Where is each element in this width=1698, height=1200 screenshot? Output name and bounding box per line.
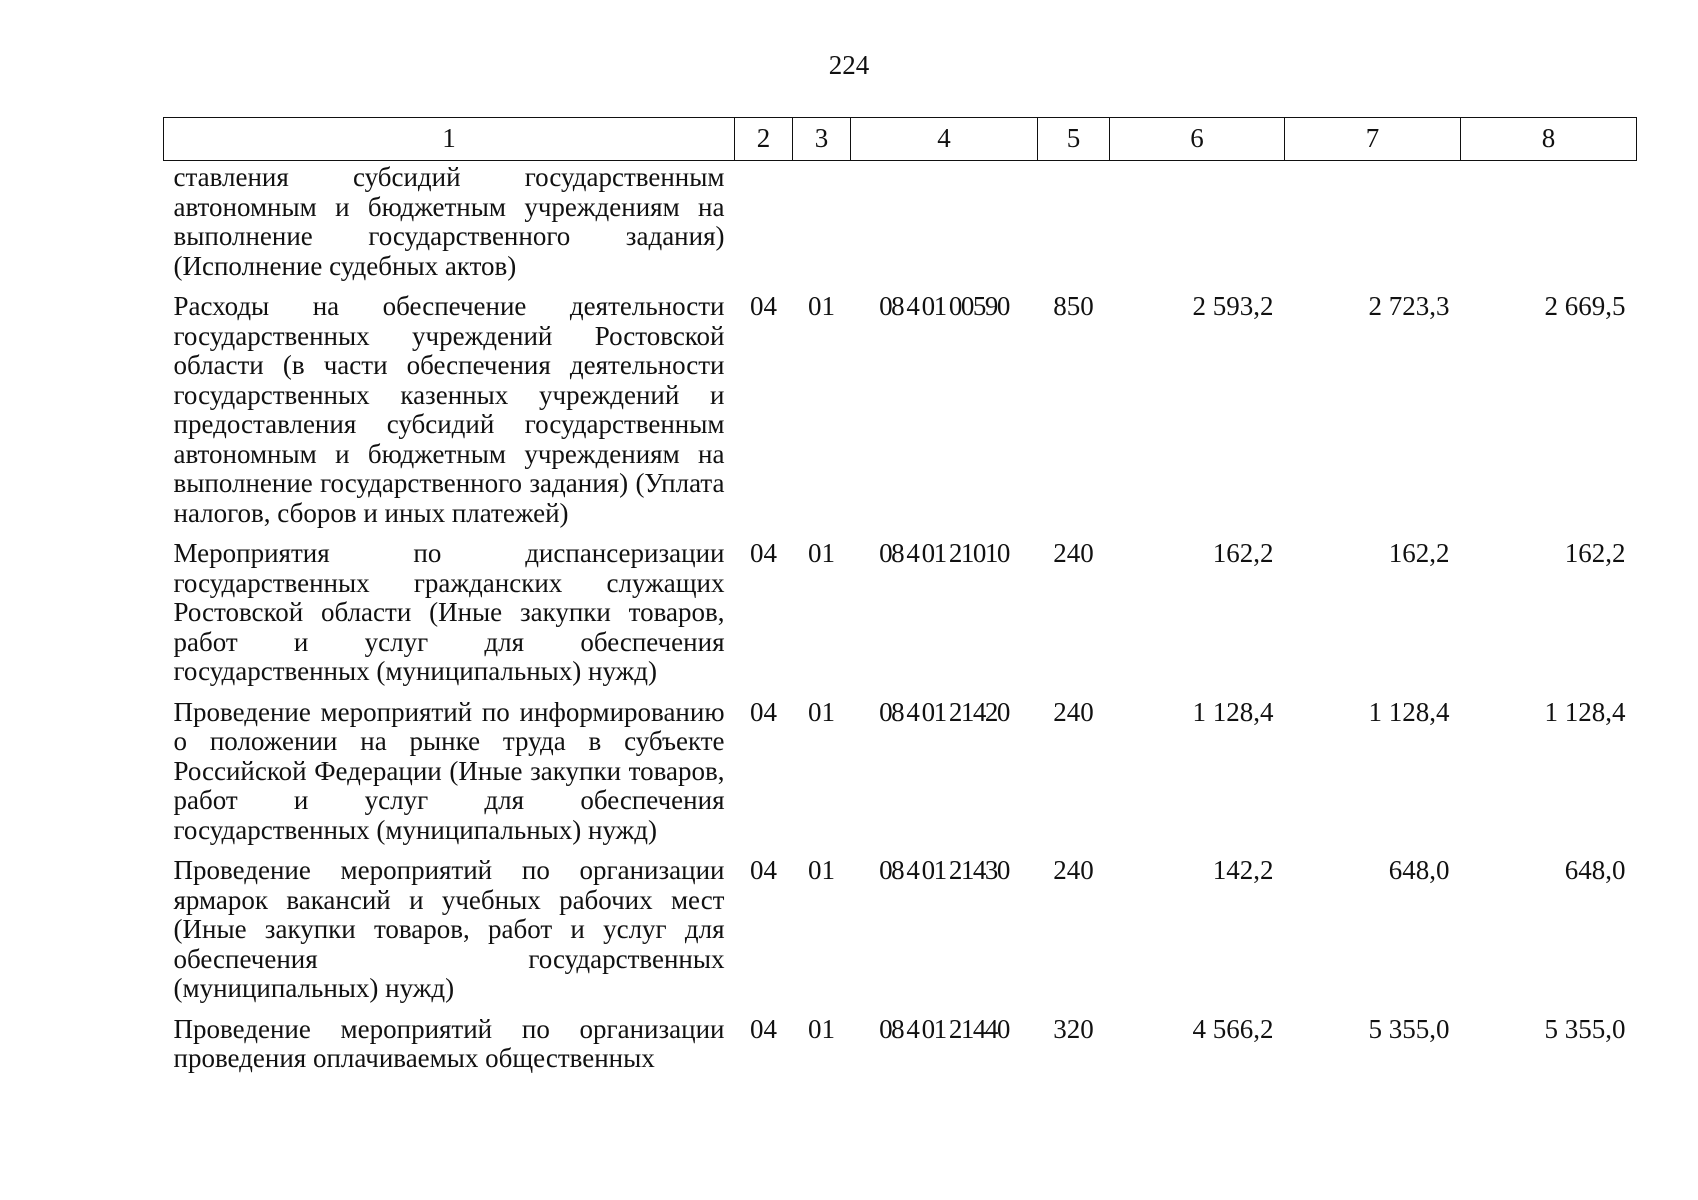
row-amount-6: 4 566,2 [1192, 1013, 1274, 1044]
column-header: 6 [1110, 118, 1285, 161]
row-amount-6: 1 128,4 [1192, 696, 1274, 727]
row-amount-7: 648,0 [1388, 855, 1450, 885]
row-amount-8: 5 355,0 [1544, 1013, 1626, 1044]
table-header [164, 118, 1637, 161]
row-amount-8: 648,0 [1564, 855, 1626, 885]
row-description: ставления субсидий государственным автономным и бюджетным учреждениям на выполнение государственного задания) (Исполнение судебных актов) [173, 162, 725, 281]
row-description: Проведение мероприятий по информированию о положении на рынке труда в субъекте Российской Федерации (Иные закупки товаров, работ и услуг для обеспечения государственных (муниципальных) нужд) [173, 696, 725, 845]
row-amount-7 [1285, 161, 1461, 293]
row-expense-type: 850 [1053, 291, 1094, 321]
row-amount-7: 2 723,3 [1368, 291, 1450, 321]
row-target-article: 08 4 01 21440 [879, 1013, 1009, 1044]
table-row [164, 856, 1637, 1015]
row-expense-type: 240 [1053, 855, 1094, 885]
row-description: Мероприятия по диспансеризации государственных гражданских служащих Ростовской области (Иные закупки товаров, работ и услуг для обеспечения государственных (муниципальных) нужд) [173, 538, 725, 686]
row-subsection: 01 [808, 1013, 835, 1044]
row-target-article [851, 161, 1038, 293]
table-row [164, 1015, 1637, 1074]
table-body [164, 161, 1637, 1074]
row-expense-type: 240 [1053, 538, 1094, 568]
row-target-article: 08 4 01 21430 [879, 855, 1009, 885]
header-row [164, 118, 1637, 161]
row-amount-7: 1 128,4 [1368, 696, 1450, 727]
row-amount-8: 2 669,5 [1544, 291, 1626, 321]
row-target-article: 08 4 01 00590 [879, 291, 1009, 321]
row-amount-6: 142,2 [1212, 855, 1274, 885]
column-header: 3 [793, 118, 851, 161]
row-section: 04 [750, 1013, 777, 1044]
row-description: Проведение мероприятий по организации проведения оплачиваемых общественных [173, 1014, 725, 1073]
column-header: 8 [1461, 118, 1637, 161]
row-subsection: 01 [808, 291, 835, 321]
row-target-article: 08 4 01 21420 [879, 696, 1009, 727]
row-subsection: 01 [808, 855, 835, 885]
row-section: 04 [750, 538, 777, 568]
table-row [164, 698, 1637, 857]
row-subsection [793, 161, 851, 293]
row-amount-6 [1110, 161, 1285, 293]
row-amount-8: 1 128,4 [1544, 696, 1626, 727]
column-header: 1 [164, 118, 735, 161]
row-subsection: 01 [808, 538, 835, 568]
row-amount-8 [1461, 161, 1637, 293]
table-row [164, 161, 1637, 293]
row-amount-6: 2 593,2 [1192, 291, 1274, 321]
row-amount-6: 162,2 [1212, 538, 1274, 568]
column-header: 5 [1038, 118, 1110, 161]
column-header: 7 [1285, 118, 1461, 161]
table-row [164, 539, 1637, 698]
row-section: 04 [750, 855, 777, 885]
column-header: 2 [735, 118, 793, 161]
budget-table [163, 117, 1637, 1074]
row-amount-7: 162,2 [1388, 538, 1450, 568]
row-description: Проведение мероприятий по организации ярмарок вакансий и учебных рабочих мест (Иные закупки товаров, работ и услуг для обеспечения государственных (муниципальных) нужд) [173, 855, 725, 1003]
row-section: 04 [750, 291, 777, 321]
row-section [735, 161, 793, 293]
row-amount-7: 5 355,0 [1368, 1013, 1450, 1044]
row-target-article: 08 4 01 21010 [879, 538, 1009, 568]
row-section: 04 [750, 696, 777, 727]
row-expense-type [1038, 161, 1110, 293]
row-amount-8: 162,2 [1564, 538, 1626, 568]
row-expense-type: 320 [1053, 1013, 1094, 1044]
row-expense-type: 240 [1053, 696, 1094, 727]
table-row [164, 292, 1637, 539]
column-header: 4 [851, 118, 1038, 161]
row-description: Расходы на обеспечение деятельности государственных учреждений Ростовской области (в части обеспечения деятельности государственных казенных учреждений и предоставления субсидий государственным автономным и бюджетным учреждениям на выполнение государственного задания) (Уплата налогов, сборов и иных платежей) [173, 291, 725, 528]
page-number: 224 [828, 50, 870, 80]
row-subsection: 01 [808, 696, 835, 727]
